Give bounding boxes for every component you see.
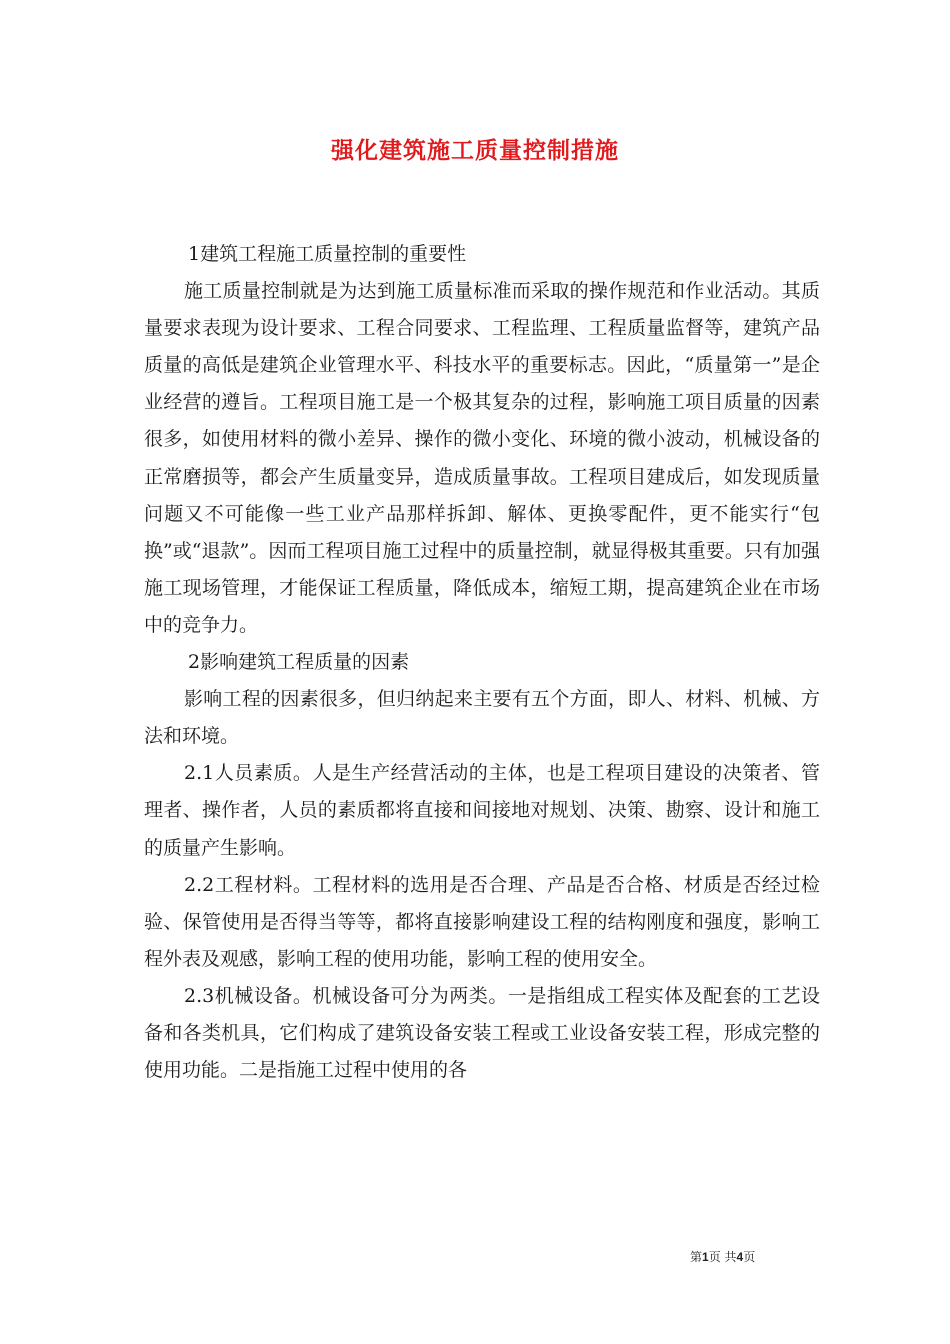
page-footer (690, 1248, 830, 1265)
footer-total-pages: 4 (736, 1250, 744, 1264)
paragraph-machinery: 2.3机械设备。机械设备可分为两类。一是指组成工程实体及配套的工艺设备和各类机具，它们构成了建筑设备安装工程或工业设备安装工程，形成完整的使用功能。二是指施工过程中使用的各 (144, 984, 820, 1082)
paragraph-materials: 2.2工程材料。工程材料的选用是否合理、产品是否合格、材质是否经过检验、保管使用是否得当等等，都将直接影响建设工程的结构刚度和强度，影响工程外表及观感，影响工程的使用功能，影响工程的使用安全。 (144, 873, 820, 970)
paragraph-personnel: 2.1人员素质。人是生产经营活动的主体，也是工程项目建设的决策者、管理者、操作者，人员的素质都将直接和间接地对规划、决策、勘察、设计和施工的质量产生影响。 (144, 762, 820, 859)
section-heading-2: 2影响建筑工程质量的因素 (188, 651, 410, 674)
document-title: 强化建筑施工质量控制措施 (331, 137, 619, 164)
footer-prefix: 第 (690, 1250, 703, 1264)
paragraph-importance: 施工质量控制就是为达到施工质量标准而采取的操作规范和作业活动。其质量要求表现为设计要求、工程合同要求、工程监理、工程质量监督等，建筑产品质量的高低是建筑企业管理水平、科技水平的重要标志。因此，“质量第一”是企业经营的遵旨。工程项目施工是一个极其复杂的过程，影响施工项目质量的因素很多，如使用材料的微小差异、操作的微小变化、环境的微小波动，机械设备的正常磨损等，都会产生质量变异，造成质量事故。工程项目建成后，如发现质量问题又不可能像一些工业产品那样拆卸、解体、更换零配件，更不能实行“包换”或“退款”。因而工程项目施工过程中的质量控制，就显得极其重要。只有加强施工现场管理，才能保证工程质量，降低成本，缩短工期，提高建筑企业在市场中的竞争力。 (144, 280, 820, 636)
document-body (144, 236, 820, 1089)
footer-current-page: 1 (702, 1250, 709, 1264)
footer-middle: 页 共 (708, 1250, 737, 1264)
section-heading-1: 1建筑工程施工质量控制的重要性 (188, 243, 467, 265)
footer-suffix: 页 (743, 1250, 756, 1264)
paragraph-factors-intro: 影响工程的因素很多，但归纳起来主要有五个方面，即人、材料、机械、方法和环境。 (144, 688, 820, 748)
